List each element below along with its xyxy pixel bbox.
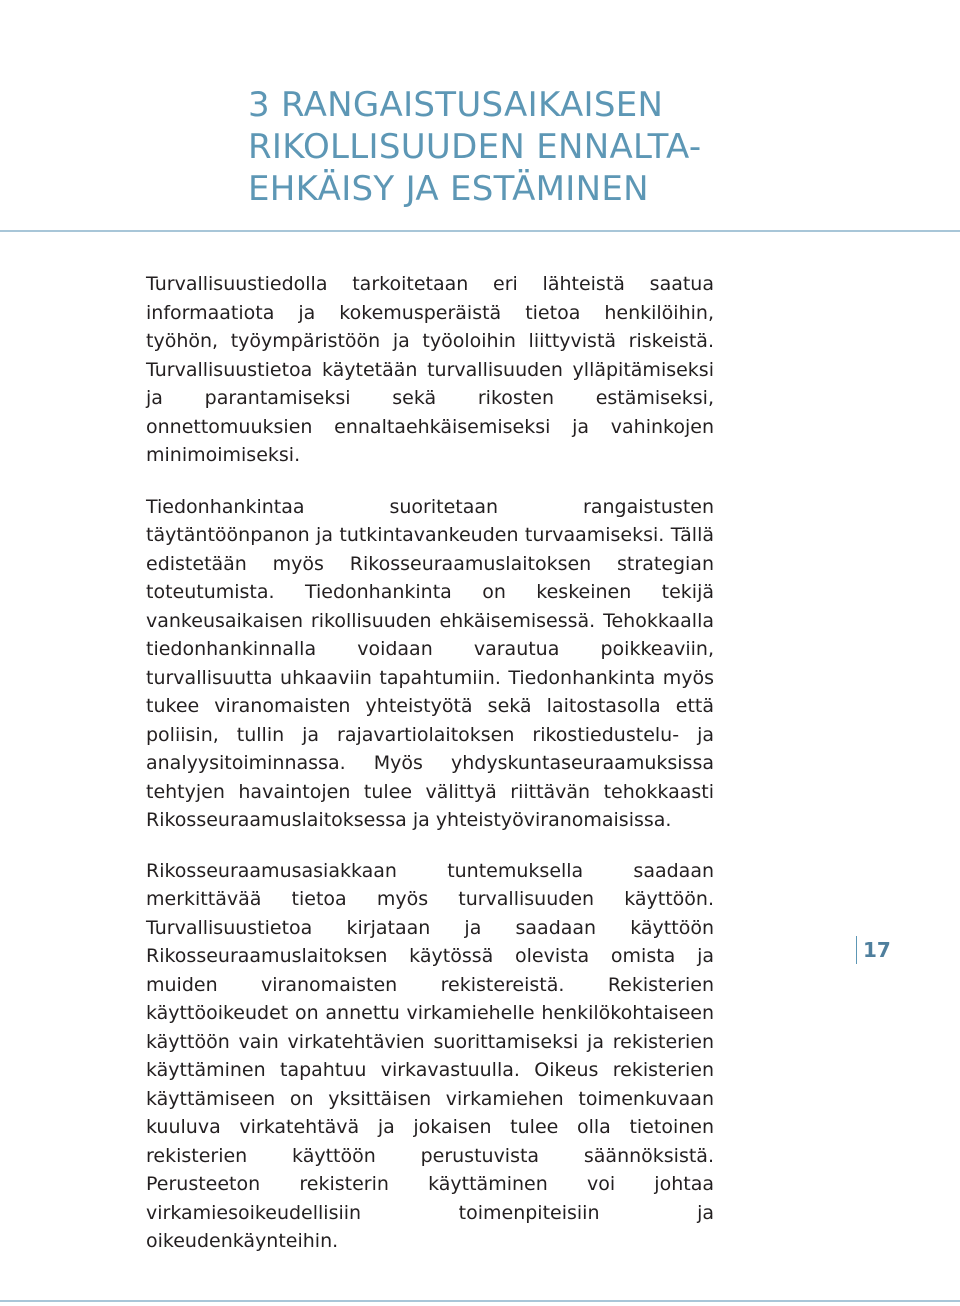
paragraph-intelligence-gathering: Tiedonhankintaa suoritetaan rangaistusten täytäntöönpanon ja tutkintavankeuden turvaamiseksi. Tällä edistetään myös Rikosseuraamuslaitoksen strategian toteutumista. Tiedonhankinta on keskeinen tekijä vankeusaikaisen rikollisuuden ehkäisemisessä. Tehokkaalla tiedonhankinnalla voidaan varautua poikkeaviin, turvallisuutta uhkaaviin tapahtumiin. Tiedonhankinta myös tukee viranomaisten yhteistyötä sekä laitostasolla että poliisin, tullin ja rajavartiolaitoksen rikostiedustelu- ja analyysitoiminnassa. Myös yhdyskuntaseuraamuksissa tehtyjen havaintojen tulee välittyä riittävän tehokkaasti Rikosseuraamuslaitoksessa ja yhteistyöviranomaisissa. [146,495,714,831]
chapter-title-line-2: RIKOLLISUUDEN ENNALTA- [248,127,702,167]
paragraph-client-knowledge: Rikosseuraamusasiakkaan tuntemuksella saadaan merkittävää tietoa myös turvallisuuden käyttöön. Turvallisuustietoa kirjataan ja saadaan käyttöön Rikosseuraamuslaitoksen käytössä olevista omista ja muiden viranomaisten rekistereistä. Rekisterien käyttöoikeudet on annettu virkamiehelle henkilökohtaiseen käyttöön vain virkatehtävien suorittamiseksi ja rekisterien käyttäminen tapahtuu virkavastuulla. Oikeus rekisterien käyttämiseen on yksittäisen virkamiehen toimenkuvaan kuuluva virkatehtävä ja jokaisen tulee olla tietoinen rekisterien käyttöön perustuvista säännöksistä. Perusteeton rekisterin käyttäminen voi johtaa virkamiesoikeudellisiin toimenpiteisiin ja oikeudenkäynteihin. [146,859,714,1252]
paragraph-safety-information: Turvallisuustiedolla tarkoitetaan eri lähteistä saatua informaatiota ja kokemusperäistä tietoa henkilöihin, työhön, työympäristöön ja työoloihin liittyvistä riskeistä. Turvallisuustietoa käytetään turvallisuuden ylläpitämiseksi ja parantamiseksi sekä rikosten estämiseksi, onnettomuuksien ennaltaehkäisemiseksi ja vahinkojen minimoimiseksi. [146,273,714,466]
body-text [146,270,714,1256]
page-number: 17 [856,936,891,964]
bottom-divider [0,1300,960,1302]
title-divider [0,230,960,232]
chapter-title [248,84,728,210]
chapter-title-line-1: 3 RANGAISTUSAIKAISEN [248,85,664,125]
chapter-title-line-3: EHKÄISY JA ESTÄMINEN [248,169,649,209]
